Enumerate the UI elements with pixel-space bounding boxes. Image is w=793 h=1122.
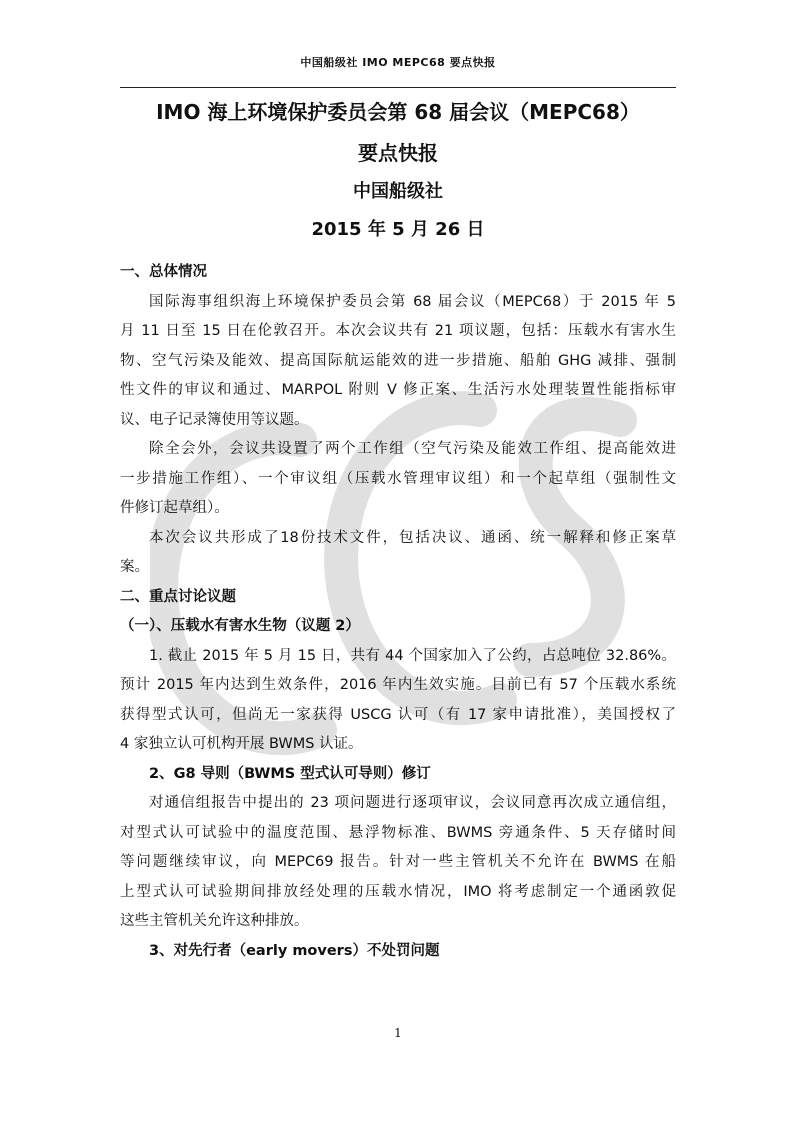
text-line: 除全会外，会议共设置了两个工作组（空气污染及能效工作组、提高能效进 xyxy=(149,441,676,457)
text-line: 这些主管机关允许这种排放。 xyxy=(120,913,309,929)
title-block xyxy=(120,94,676,248)
item2-heading: 2、G8 导则（BWMS 型式认可导则）修订 xyxy=(149,765,431,782)
text-line: 对通信组报告中提出的 23 项问题进行逐项审议，会议同意再次成立通信组， xyxy=(149,795,676,811)
text-line: 月 11 日至 15 日在伦敦召开。本次会议共有 21 项议题，包括：压载水有害水生 xyxy=(120,323,676,339)
text-line: 本次会议共形成了18份技术文件，包括决议、通函、统一解释和修正案草 xyxy=(149,529,676,546)
text-line: 预计 2015 年内达到生效条件，2016 年内生效实施。目前已有 57 个压载水系统 xyxy=(120,677,676,693)
text-line: 国际海事组织海上环境保护委员会第 68 届会议（MEPC68）于 2015 年 5 xyxy=(149,293,676,310)
subsection1-heading: （一）、压载水有害水生物（议题 2） xyxy=(120,618,360,634)
organization-name: 中国船级社 xyxy=(353,181,443,202)
item2-paragraph xyxy=(120,789,676,937)
header-rule xyxy=(120,87,676,88)
text-line: 案。 xyxy=(120,559,149,575)
text-line: 等问题继续审议，向 MEPC69 报告。针对一些主管机关不允许在 BWMS 在船 xyxy=(120,854,676,870)
text-line: 1. 截止 2015 年 5 月 15 日，共有 44 个国家加入了公约，占总吨位 32.86%。 xyxy=(149,647,676,664)
document-subtitle: 要点快报 xyxy=(358,141,438,165)
text-line: 性文件的审议和通过、MARPOL 附则 V 修正案、生活污水处理装置性能指标审 xyxy=(120,382,676,398)
item1-paragraph xyxy=(120,642,676,760)
section1-heading: 一、总体情况 xyxy=(120,264,207,280)
text-line: 上型式认可试验期间排放经处理的压载水情况，IMO 将考虑制定一个通函敦促 xyxy=(120,883,676,900)
text-line: 获得型式认可，但尚无一家获得 USCG 认可（有 17 家申请批准），美国授权了 xyxy=(120,706,676,723)
document-date: 2015 年 5 月 26 日 xyxy=(311,219,485,240)
section1-paragraph2 xyxy=(120,435,676,524)
text-line: 件修订起草组）。 xyxy=(120,500,229,516)
text-line: 物、空气污染及能效、提高国际航运能效的进一步措施、船舶 GHG 减排、强制 xyxy=(120,352,676,369)
section1-paragraph3 xyxy=(120,524,676,583)
section1-paragraph1 xyxy=(120,288,676,436)
document-title: IMO 海上环境保护委员会第 68 届会议（MEPC68） xyxy=(156,100,640,124)
text-line: 4 家独立认可机构开展 BWMS 认证。 xyxy=(120,736,363,752)
running-header: 中国船级社 IMO MEPC68 要点快报 xyxy=(300,56,496,69)
text-line: 对型式认可试验中的温度范围、悬浮物标准、BWMS 旁通条件、5 天存储时间 xyxy=(120,824,676,841)
item3-heading: 3、对先行者（early movers）不处罚问题 xyxy=(149,942,440,959)
page-number: 1 xyxy=(394,1026,402,1040)
text-line: 议、电子记录簿使用等议题。 xyxy=(120,411,309,428)
text-line: 一步措施工作组）、一个审议组（压载水管理审议组）和一个起草组（强制性文 xyxy=(120,470,676,487)
section2-heading: 二、重点讨论议题 xyxy=(120,588,236,605)
document-body xyxy=(120,258,676,966)
